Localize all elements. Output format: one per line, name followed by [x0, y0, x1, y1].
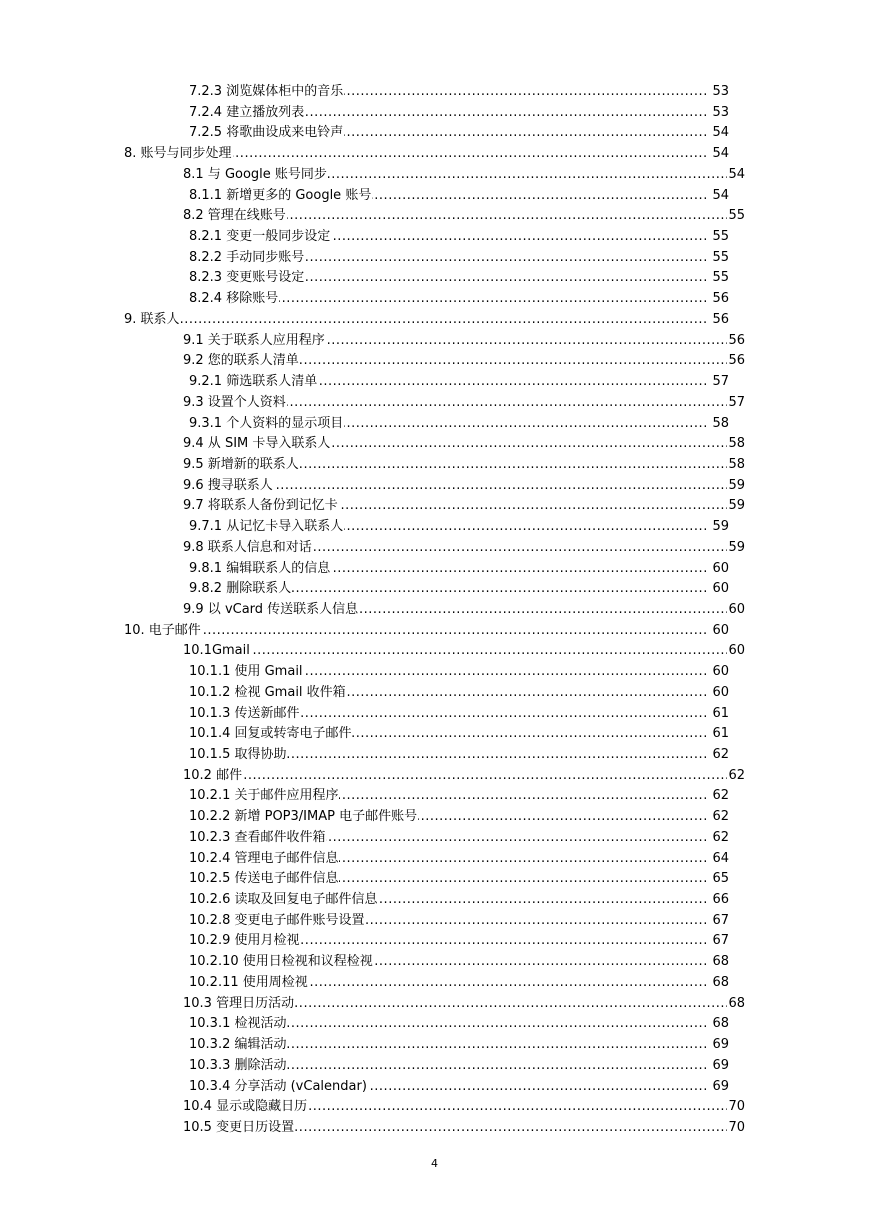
- toc-entry[interactable]: [0, 849, 869, 870]
- toc-entry-title: 9.8 联系人信息和对话: [183, 538, 313, 559]
- toc-entry-title: 10.3.1 检视活动: [189, 1014, 287, 1035]
- toc-entry-title: 9.8.1 编辑联系人的信息: [189, 559, 331, 580]
- toc-entry[interactable]: [0, 579, 869, 600]
- toc-entry-title: 8.2.4 移除账号: [189, 289, 279, 310]
- toc-entry[interactable]: [0, 165, 869, 186]
- toc-entry[interactable]: [0, 559, 869, 580]
- toc-entry[interactable]: [0, 786, 869, 807]
- toc-entry-title: 10.3.2 编辑活动: [189, 1035, 287, 1056]
- toc-entry-page: 62: [711, 745, 729, 766]
- toc-entry-title: 10.5 变更日历设置: [183, 1118, 295, 1139]
- toc-entry-page: 60: [711, 621, 729, 642]
- toc-entry[interactable]: [0, 931, 869, 952]
- toc-entry[interactable]: [0, 1056, 869, 1077]
- toc-entry[interactable]: [0, 952, 869, 973]
- toc-entry[interactable]: [0, 248, 869, 269]
- toc-entry-title: 8. 账号与同步处理: [124, 144, 233, 165]
- toc-entry-page: 55: [711, 227, 729, 248]
- toc-entry[interactable]: [0, 994, 869, 1015]
- toc-entry[interactable]: [0, 123, 869, 144]
- toc-entry-page: 56: [711, 289, 729, 310]
- toc-entry-title: 10.1.5 取得协助: [189, 745, 287, 766]
- toc-entry-page: 67: [711, 931, 729, 952]
- toc-entry[interactable]: [0, 144, 869, 165]
- toc-entry-page: 67: [711, 911, 729, 932]
- toc-entry-page: 59: [727, 496, 745, 517]
- toc-entry[interactable]: [0, 662, 869, 683]
- toc-leader-dots: [183, 766, 727, 787]
- toc-entry-page: 66: [711, 890, 729, 911]
- toc-entry[interactable]: [0, 434, 869, 455]
- toc-entry-page: 59: [711, 517, 729, 538]
- toc-entry-page: 69: [711, 1077, 729, 1098]
- toc-entry-page: 68: [711, 952, 729, 973]
- toc-entry-page: 57: [711, 372, 729, 393]
- toc-entry[interactable]: [0, 186, 869, 207]
- toc-entry[interactable]: [0, 476, 869, 497]
- toc-entry-page: 55: [711, 248, 729, 269]
- toc-entry[interactable]: [0, 1097, 869, 1118]
- toc-entry-title: 10.2.11 使用周检视: [189, 973, 309, 994]
- toc-entry[interactable]: [0, 289, 869, 310]
- toc-entry-title: 8.2 管理在线账号: [183, 206, 287, 227]
- toc-entry-page: 55: [727, 206, 745, 227]
- toc-entry-page: 54: [711, 144, 729, 165]
- toc-entry[interactable]: [0, 704, 869, 725]
- toc-entry-title: 8.2.3 变更账号设定: [189, 268, 305, 289]
- toc-entry-title: 10.2.3 查看邮件收件箱: [189, 828, 326, 849]
- toc-entry[interactable]: [0, 268, 869, 289]
- toc-leader-dots: [183, 641, 727, 662]
- toc-entry-title: 10.2.6 读取及回复电子邮件信息: [189, 890, 378, 911]
- toc-entry-title: 9. 联系人: [124, 310, 181, 331]
- toc-entry-title: 9.2 您的联系人清单: [183, 351, 300, 372]
- toc-entry-page: 60: [711, 559, 729, 580]
- toc-entry[interactable]: [0, 724, 869, 745]
- toc-entry-page: 54: [727, 165, 745, 186]
- toc-entry[interactable]: [0, 1035, 869, 1056]
- toc-entry-page: 56: [711, 310, 729, 331]
- toc-entry[interactable]: [0, 621, 869, 642]
- toc-entry-page: 65: [711, 869, 729, 890]
- toc-entry[interactable]: [0, 828, 869, 849]
- toc-entry[interactable]: [0, 82, 869, 103]
- toc-entry[interactable]: [0, 351, 869, 372]
- toc-entry-title: 10.2.1 关于邮件应用程序: [189, 786, 339, 807]
- toc-entry[interactable]: [0, 1077, 869, 1098]
- toc-entry-page: 60: [711, 683, 729, 704]
- toc-entry-title: 9.8.2 删除联系人: [189, 579, 292, 600]
- toc-entry-title: 7.2.4 建立播放列表: [189, 103, 305, 124]
- toc-entry[interactable]: [0, 911, 869, 932]
- toc-entry-page: 68: [711, 973, 729, 994]
- toc-entry-title: 9.9 以 vCard 传送联系人信息: [183, 600, 359, 621]
- toc-entry[interactable]: [0, 683, 869, 704]
- toc-entry[interactable]: [0, 973, 869, 994]
- toc-leader-dots: [124, 310, 709, 331]
- toc-entry-page: 57: [727, 393, 745, 414]
- toc-entry-page: 58: [727, 434, 745, 455]
- toc-entry[interactable]: [0, 393, 869, 414]
- toc-entry-title: 9.4 从 SIM 卡导入联系人: [183, 434, 331, 455]
- toc-entry-page: 62: [727, 766, 745, 787]
- toc-entry[interactable]: [0, 538, 869, 559]
- toc-entry[interactable]: [0, 227, 869, 248]
- toc-entry-title: 10.1.2 检视 Gmail 收件箱: [189, 683, 347, 704]
- toc-entry-title: 9.2.1 筛选联系人清单: [189, 372, 318, 393]
- toc-entry[interactable]: [0, 372, 869, 393]
- toc-entry-title: 10.4 显示或隐藏日历: [183, 1097, 308, 1118]
- toc-entry-page: 54: [711, 123, 729, 144]
- toc-entry-title: 8.1 与 Google 账号同步: [183, 165, 328, 186]
- toc-entry[interactable]: [0, 766, 869, 787]
- toc-entry-title: 9.7 将联系人备份到记忆卡: [183, 496, 339, 517]
- toc-entry-title: 8.2.2 手动同步账号: [189, 248, 305, 269]
- toc-entry-title: 10.3 管理日历活动: [183, 994, 295, 1015]
- toc-entry-title: 10.3.4 分享活动 (vCalendar): [189, 1077, 368, 1098]
- toc-entry-title: 10.1.4 回复或转寄电子邮件: [189, 724, 352, 745]
- toc-entry-title: 10.2.5 传送电子邮件信息: [189, 869, 339, 890]
- toc-entry[interactable]: [0, 890, 869, 911]
- toc-entry-page: 68: [727, 994, 745, 1015]
- toc-entry-page: 54: [711, 186, 729, 207]
- toc-entry[interactable]: [0, 331, 869, 352]
- toc-entry-title: 10.2.2 新增 POP3/IMAP 电子邮件账号: [189, 807, 418, 828]
- toc-entry-page: 70: [727, 1118, 745, 1139]
- toc-entry-page: 58: [711, 414, 729, 435]
- toc-entry-title: 9.6 搜寻联系人: [183, 476, 274, 497]
- toc-entry[interactable]: [0, 1118, 869, 1139]
- toc-entry-page: 62: [711, 786, 729, 807]
- toc-entry-title: 10. 电子邮件: [124, 621, 202, 642]
- toc-entry[interactable]: [0, 414, 869, 435]
- toc-entry[interactable]: [0, 745, 869, 766]
- toc-entry-page: 59: [727, 476, 745, 497]
- toc-entry-page: 60: [727, 641, 745, 662]
- toc-entry-page: 62: [711, 828, 729, 849]
- toc-entry-title: 7.2.3 浏览媒体柜中的音乐: [189, 82, 344, 103]
- toc-entry-page: 59: [727, 538, 745, 559]
- toc-entry-page: 60: [711, 662, 729, 683]
- toc-entry-page: 64: [711, 849, 729, 870]
- toc-entry-page: 53: [711, 82, 729, 103]
- toc-entry-page: 62: [711, 807, 729, 828]
- toc-entry[interactable]: [0, 600, 869, 621]
- toc-entry-title: 7.2.5 将歌曲设成来电铃声: [189, 123, 344, 144]
- toc-entry[interactable]: [0, 455, 869, 476]
- toc-entry[interactable]: [0, 310, 869, 331]
- table-of-contents: [0, 82, 869, 1139]
- toc-entry-page: 55: [711, 268, 729, 289]
- toc-entry-title: 10.1.3 传送新邮件: [189, 704, 300, 725]
- toc-entry-title: 9.7.1 从记忆卡导入联系人: [189, 517, 344, 538]
- toc-entry-page: 61: [711, 724, 729, 745]
- toc-entry-page: 60: [711, 579, 729, 600]
- toc-entry[interactable]: [0, 807, 869, 828]
- toc-entry[interactable]: [0, 103, 869, 124]
- toc-entry-page: 56: [727, 331, 745, 352]
- toc-entry-title: 9.1 关于联系人应用程序: [183, 331, 326, 352]
- toc-entry-title: 10.2.4 管理电子邮件信息: [189, 849, 339, 870]
- toc-entry-page: 68: [711, 1014, 729, 1035]
- toc-entry-title: 10.2.9 使用月检视: [189, 931, 300, 952]
- toc-leader-dots: [124, 621, 709, 642]
- toc-entry-page: 53: [711, 103, 729, 124]
- toc-entry-title: 9.3 设置个人资料: [183, 393, 287, 414]
- toc-entry[interactable]: [0, 496, 869, 517]
- toc-entry-page: 60: [727, 600, 745, 621]
- toc-entry[interactable]: [0, 1014, 869, 1035]
- toc-entry-title: 10.2 邮件: [183, 766, 243, 787]
- toc-entry[interactable]: [0, 517, 869, 538]
- toc-entry-title: 10.2.8 变更电子邮件账号设置: [189, 911, 365, 932]
- toc-entry-title: 10.3.3 删除活动: [189, 1056, 287, 1077]
- toc-entry-page: 69: [711, 1035, 729, 1056]
- toc-entry-title: 10.1.1 使用 Gmail: [189, 662, 304, 683]
- toc-entry-title: 8.2.1 变更一般同步设定: [189, 227, 331, 248]
- toc-entry-title: 10.2.10 使用日检视和议程检视: [189, 952, 374, 973]
- toc-entry-page: 56: [727, 351, 745, 372]
- toc-entry-title: 9.3.1 个人资料的显示项目: [189, 414, 344, 435]
- toc-entry[interactable]: [0, 641, 869, 662]
- toc-entry[interactable]: [0, 869, 869, 890]
- toc-entry-title: 10.1Gmail: [183, 641, 251, 662]
- toc-entry[interactable]: [0, 206, 869, 227]
- toc-entry-title: 8.1.1 新增更多的 Google 账号: [189, 186, 372, 207]
- toc-entry-page: 70: [727, 1097, 745, 1118]
- toc-entry-page: 69: [711, 1056, 729, 1077]
- toc-entry-page: 58: [727, 455, 745, 476]
- toc-entry-page: 61: [711, 704, 729, 725]
- toc-entry-title: 9.5 新增新的联系人: [183, 455, 300, 476]
- page-number: 4: [431, 1157, 438, 1170]
